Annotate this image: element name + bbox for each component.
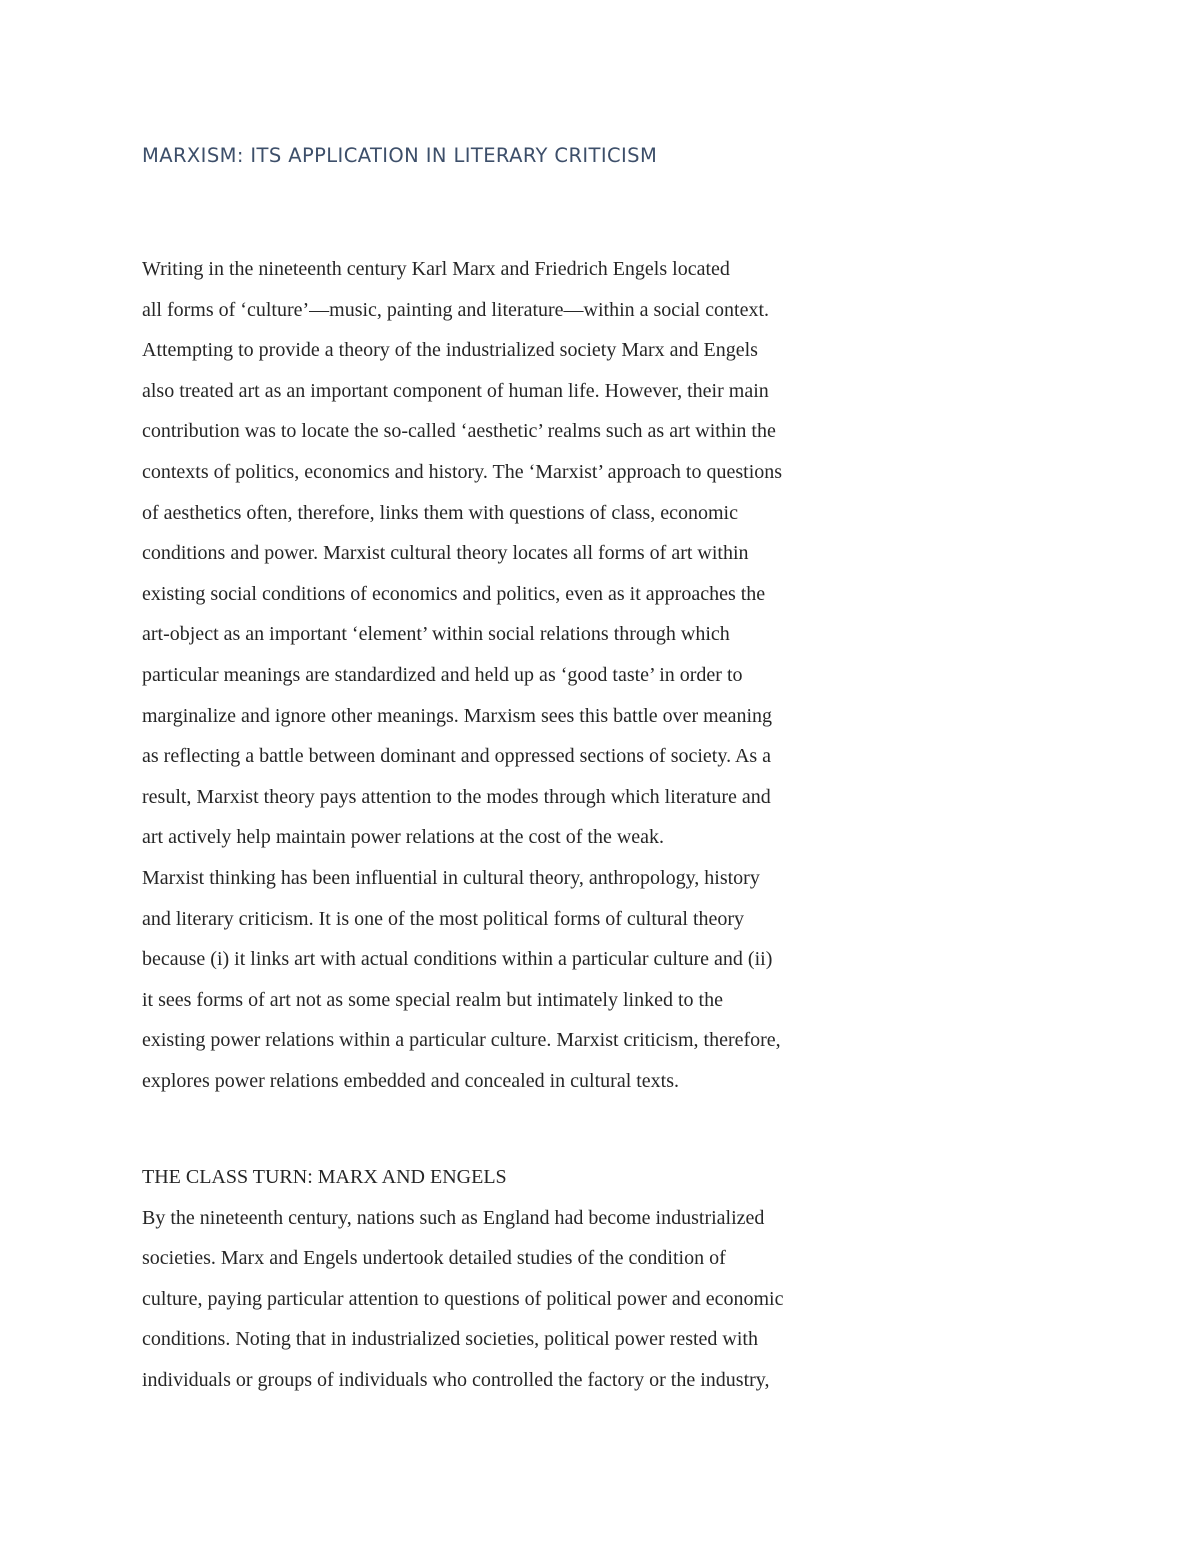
text-line: of aesthetics often, therefore, links them with questions of class, economic <box>142 501 738 524</box>
text-line: culture, paying particular attention to questions of political power and economic <box>142 1287 784 1310</box>
text-line: all forms of ‘culture’—music, painting and literature—within a social context. <box>142 298 770 321</box>
text-line: art-object as an important ‘element’ within social relations through which <box>142 623 730 646</box>
text-line: also treated art as an important component of human life. However, their main <box>142 379 769 402</box>
text-line: Attempting to provide a theory of the industrialized society Marx and Engels <box>142 339 758 362</box>
section-heading: THE CLASS TURN: MARX AND ENGELS <box>142 1166 507 1188</box>
text-line: explores power relations embedded and concealed in cultural texts. <box>142 1069 680 1092</box>
text-line: Writing in the nineteenth century Karl Marx and Friedrich Engels located <box>142 258 730 280</box>
text-line: societies. Marx and Engels undertook detailed studies of the condition of <box>142 1247 726 1270</box>
text-line: and literary criticism. It is one of the most political forms of cultural theory <box>142 907 745 930</box>
text-line: By the nineteenth century, nations such as England had become industrialized <box>142 1206 765 1229</box>
text-line: individuals or groups of individuals who controlled the factory or the industry, <box>142 1368 770 1391</box>
section-block <box>142 1157 783 1401</box>
body-text-block <box>142 249 782 1101</box>
text-line: particular meanings are standardized and held up as ‘good taste’ in order to <box>142 663 743 686</box>
document-title: MARXISM: ITS APPLICATION IN LITERARY CRITICISM <box>142 144 658 167</box>
text-line: existing power relations within a particular culture. Marxist criticism, therefore, <box>142 1029 781 1052</box>
text-line: as reflecting a battle between dominant and oppressed sections of society. As a <box>142 745 772 768</box>
text-line: because (i) it links art with actual conditions within a particular culture and (ii) <box>142 948 773 971</box>
text-line: it sees forms of art not as some special realm but intimately linked to the <box>142 988 723 1011</box>
text-line: result, Marxist theory pays attention to the modes through which literature and <box>142 785 771 808</box>
text-line: Marxist thinking has been influential in cultural theory, anthropology, history <box>142 866 760 889</box>
text-line: conditions. Noting that in industrialized societies, political power rested with <box>142 1328 758 1351</box>
text-line: art actively help maintain power relations at the cost of the weak. <box>142 826 665 849</box>
text-line: marginalize and ignore other meanings. Marxism sees this battle over meaning <box>142 704 773 727</box>
text-line: contribution was to locate the so-called ‘aesthetic’ realms such as art within the <box>142 420 776 443</box>
text-line: conditions and power. Marxist cultural theory locates all forms of art within <box>142 542 749 565</box>
text-line: contexts of politics, economics and history. The ‘Marxist’ approach to questions <box>142 460 783 483</box>
text-line: existing social conditions of economics and politics, even as it approaches the <box>142 582 766 605</box>
